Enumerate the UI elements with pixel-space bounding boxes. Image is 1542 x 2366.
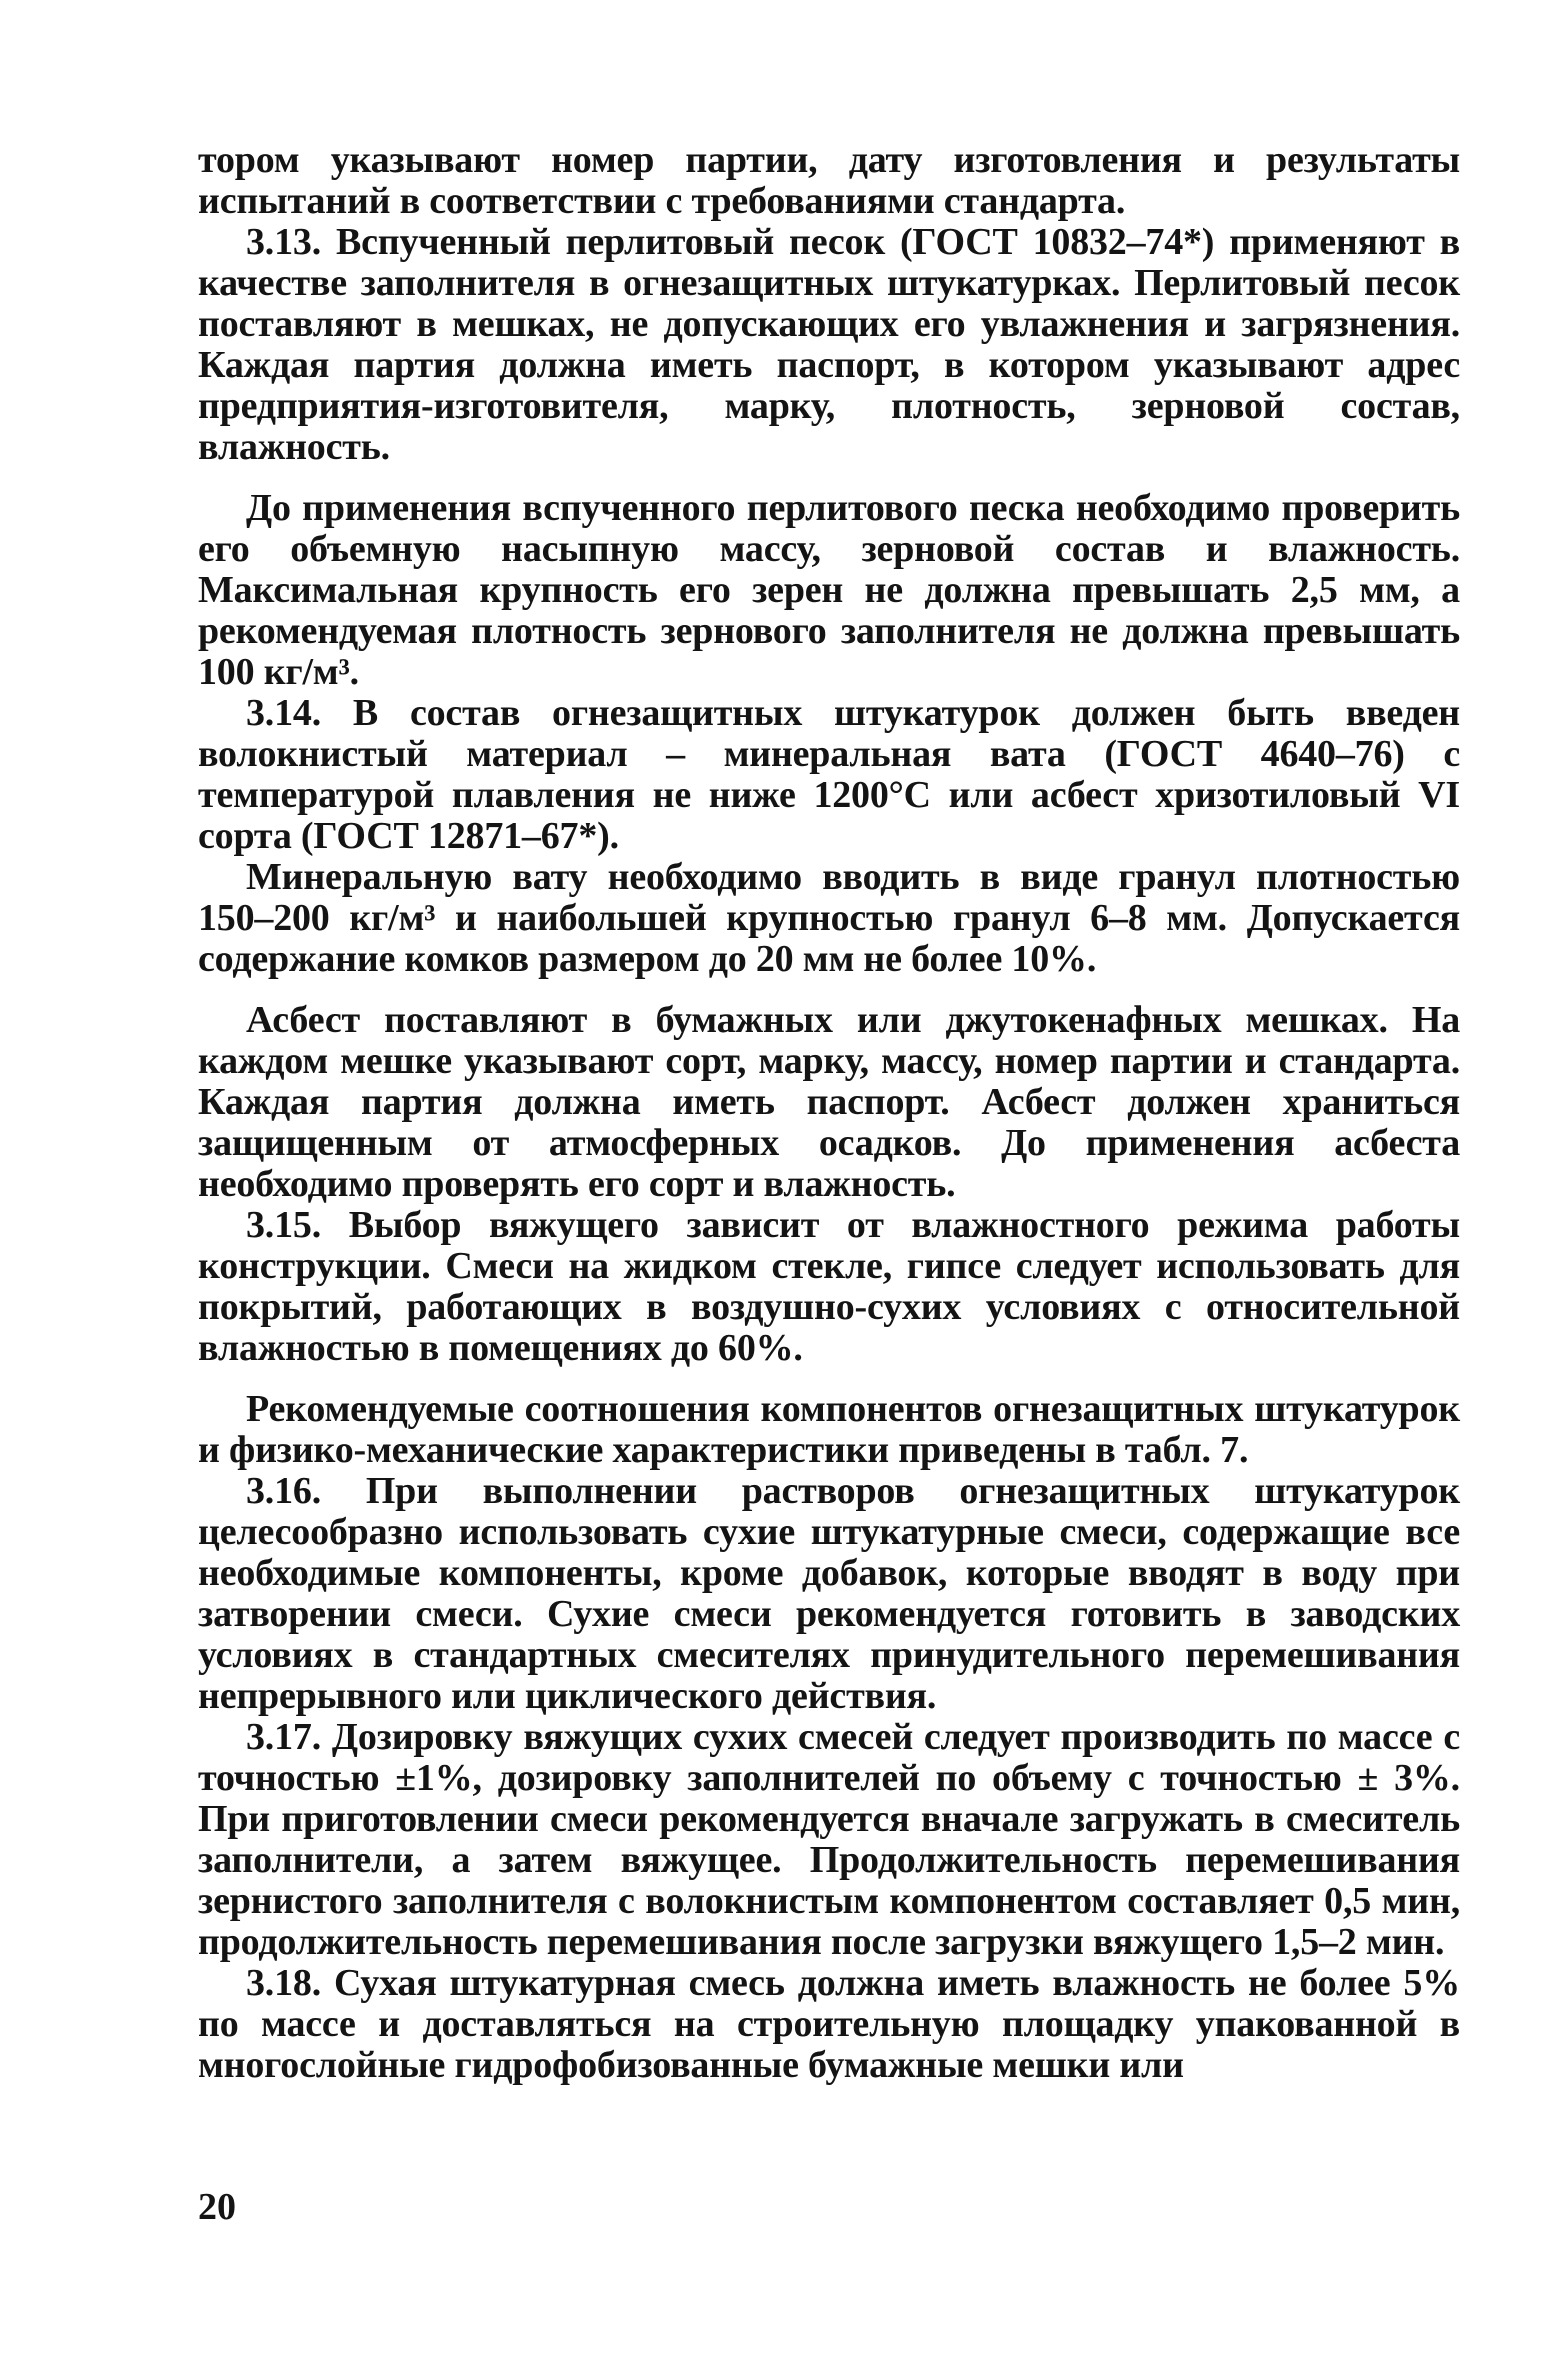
paragraph-text: В состав огнезащитных штукатурок должен быть введен волокнистый материал – минеральная вата (ГОСТ 4640–76) с температурой плавления не ниже 1200°С или асбест хризотиловый VI сорта (ГОСТ 12871–67*). — [198, 692, 1460, 857]
paragraph-text: Рекомендуемые соотношения компонентов огнезащитных штукатурок и физико-механические характеристики приведены в табл. 7. — [198, 1388, 1460, 1471]
section-number: 3.15. — [246, 1204, 322, 1246]
section-number: 3.18. — [246, 1962, 322, 2004]
section-number: 3.13. — [246, 221, 322, 263]
paragraph-text: Минеральную вату необходимо вводить в виде гранул плотностью 150–200 кг/м³ и наибольшей крупностью гранул 6–8 мм. Допускается содержание комков размером до 20 мм не более 10%. — [198, 856, 1460, 980]
section-3-16 — [198, 1471, 1460, 1717]
paragraph-text: До применения вспученного перлитового песка необходимо проверить его объемную насыпную массу, зерновой состав и влажность. Максимальная крупность его зерен не должна превышать 2,5 мм, а рекомендуемая плотность зернового заполнителя не должна превышать 100 кг/м³. — [198, 487, 1460, 693]
paragraph-text: При выполнении растворов огнезащитных штукатурок целесообразно использовать сухие штукатурные смеси, содержащие все необходимые компоненты, кроме добавок, которые вводят в воду при затворении смеси. Сухие смеси рекомендуется готовить в заводских условиях в стандартных смесителях принудительного перемешивания непрерывного или циклического действия. — [198, 1470, 1460, 1717]
paragraph-text: Дозировку вяжущих сухих смесей следует производить по массе с точностью ±1%, дозировку заполнителей по объему с точностью ± 3%. При приготовлении смеси рекомендуется вначале загружать в смеситель заполнители, а затем вяжущее. Продолжительность перемешивания зернистого заполнителя с волокнистым компонентом составляет 0,5 мин, продолжительность перемешивания после загрузки вяжущего 1,5–2 мин. — [198, 1716, 1460, 1963]
page-number: 20 — [198, 2186, 236, 2228]
section-3-14 — [198, 693, 1460, 857]
section-number: 3.14. — [246, 692, 322, 734]
paragraph-recommended-ratios — [198, 1389, 1460, 1471]
paragraph-text: Сухая штукатурная смесь должна иметь влажность не более 5% по массе и доставляться на строительную площадку упакованной в многослойные гидрофобизованные бумажные мешки или — [198, 1962, 1460, 2086]
paragraph-asbestos — [198, 1000, 1460, 1205]
paragraph-text: Вспученный перлитовый песок (ГОСТ 10832–74*) применяют в качестве заполнителя в огнезащитных штукатурках. Перлитовый песок поставляют в мешках, не допускающих его увлажнения и загрязнения. Каждая партия должна иметь паспорт, в котором указывают адрес предприятия-изготовителя, марку, плотность, зерновой состав, влажность. — [198, 221, 1460, 468]
section-number: 3.16. — [246, 1470, 322, 1512]
section-3-15 — [198, 1205, 1460, 1369]
paragraph-text: Выбор вяжущего зависит от влажностного режима работы конструкции. Смеси на жидком стекле, гипсе следует использовать для покрытий, работающих в воздушно-сухих условиях с относительной влажностью в помещениях до 60%. — [198, 1204, 1460, 1369]
paragraph-continuation — [198, 140, 1460, 222]
body-text — [198, 140, 1460, 2086]
section-3-13 — [198, 222, 1460, 468]
paragraph-mineral-wool — [198, 857, 1460, 980]
paragraph-perlite-check — [198, 488, 1460, 693]
section-3-18 — [198, 1963, 1460, 2086]
paragraph-text: тором указывают номер партии, дату изготовления и результаты испытаний в соответствии с требованиями стандарта. — [198, 139, 1460, 222]
section-3-17 — [198, 1717, 1460, 1963]
section-number: 3.17. — [246, 1716, 322, 1758]
paragraph-text: Асбест поставляют в бумажных или джутокенафных мешках. На каждом мешке указывают сорт, марку, массу, номер партии и стандарта. Каждая партия должна иметь паспорт. Асбест должен храниться защищенным от атмосферных осадков. До применения асбеста необходимо проверять его сорт и влажность. — [198, 999, 1460, 1205]
